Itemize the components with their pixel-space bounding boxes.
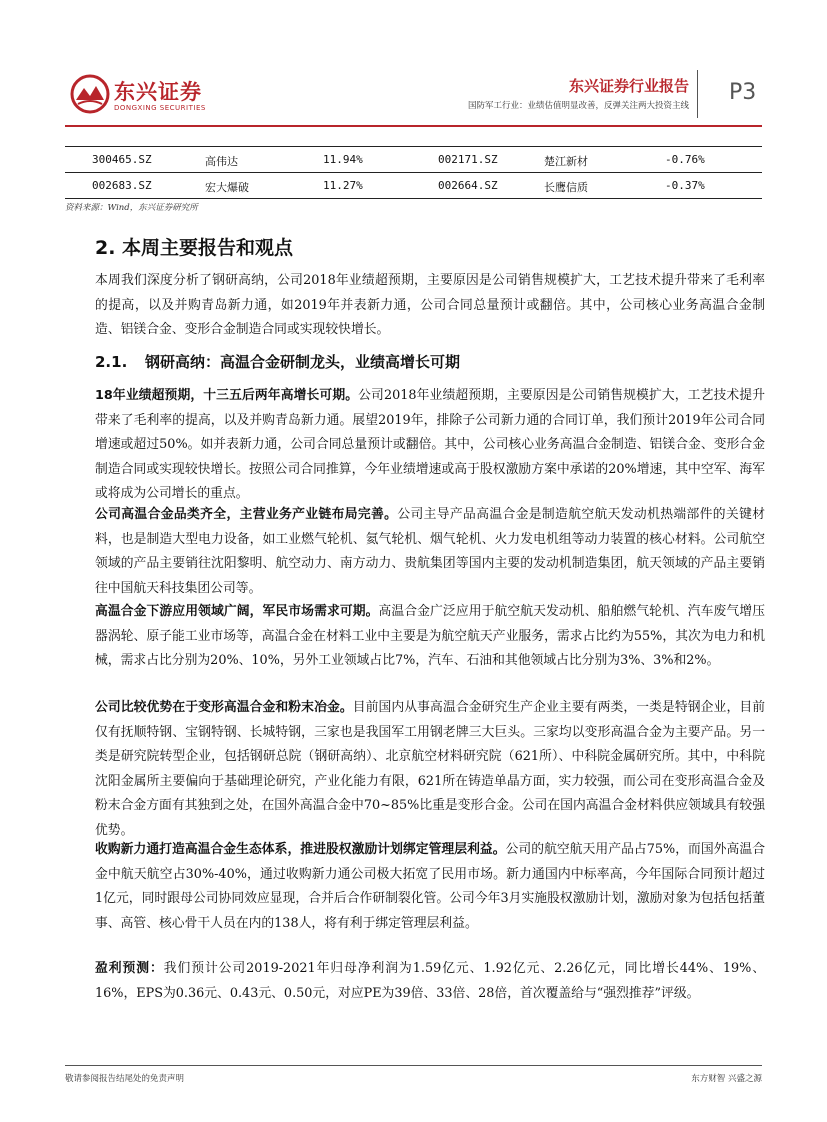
footer-rule: [65, 1065, 762, 1066]
stock-code: 002664.SZ: [438, 179, 498, 192]
stock-change: -0.76%: [665, 153, 705, 166]
paragraph-body: 高温合金广泛应用于航空航天发动机、船舶燃气轮机、汽车废气增压器涡轮、原子能工业市场等，高温合金在材料工业中主要是为航空航天产业服务，需求占比约为55%，其次为电力和机械，需求占比分别为20%、10%，另外工业领域占比7%，汽车、石油和其他领域占比分别为3%、3%和2%。: [95, 604, 766, 668]
table-row: [65, 173, 762, 199]
paragraph-lead: 公司比较优势在于变形高温合金和粉末冶金。: [95, 700, 353, 715]
paragraph: [95, 957, 765, 1006]
paragraph-lead: 18年业绩超预期，十三五后两年高增长可期。: [95, 388, 359, 403]
paragraph: [95, 838, 765, 936]
logo-emblem-icon: [70, 74, 110, 114]
paragraph-body: 公司2018年业绩超预期，主要原因是公司销售规模扩大，工艺技术提升带来了毛利率的提高，以及并购青岛新力通。展望2019年，排除子公司新力通的合同订单，我们预计2019年公司合同增速或超过50%。如并表新力通，公司合同总量预计或翻倍。其中，公司核心业务高温合金制造、铝镁合金、变形合金制造合同或实现较快增长。按照公司合同推算，今年业绩增速或高于股权激励方案中承诺的20%增速，其中空军、海军或将成为公司增长的重点。: [95, 388, 765, 501]
report-header-subtitle: 国防军工行业：业绩估值明显改善，反弹关注两大投资主线: [467, 101, 689, 111]
paragraph-lead: 高温合金下游应用领域广阔，军民市场需求可期。: [95, 604, 379, 619]
logo-text-en: DONGXING SECURITIES: [114, 104, 206, 112]
table-source: 资料来源：Wind，东兴证券研究所: [65, 203, 198, 213]
paragraph-body: 目前国内从事高温合金研究生产企业主要有两类，一类是特钢企业，目前仅有抚顺特钢、宝钢特钢、长城特钢，三家也是我国军工用钢老牌三大巨头。三家均以变形高温合金为主要产品。另一类是研究院转型企业，包括钢研总院（钢研高纳）、北京航空材料研究院（621所）、中科院金属研究所。其中，中科院沈阳金属所主要偏向于基础理论研究，产业化能力有限，621所在铸造单晶方面，实力较强，而公司在变形高温合金及粉末合金方面有其独到之处，在国外高温合金中70~85%比重是变形合金。公司在国内高温合金材料供应领域具有较强优势。: [95, 700, 766, 838]
stock-name: 宏大爆破: [205, 181, 249, 194]
header-divider: [697, 70, 698, 118]
paragraph: [95, 696, 765, 843]
stock-change: 11.94%: [323, 153, 363, 166]
stock-code: 002683.SZ: [92, 179, 152, 192]
stock-name: 长鹰信质: [544, 181, 588, 194]
paragraph-lead: 盈利预测：: [95, 961, 164, 976]
stock-name: 楚江新材: [544, 155, 588, 168]
paragraph-body: 公司主导产品高温合金是制造航空航天发动机热端部件的关键材料，也是制造大型电力设备，如工业燃气轮机、氦气轮机、烟气轮机、火力发电机组等动力装置的核心材料。公司航空领域的产品主要销往沈阳黎明、航空动力、南方动力、贵航集团等国内主要的发动机制造集团，航天领域的产品主要销往中国航天科技集团公司等。: [95, 507, 766, 596]
stock-change: 11.27%: [323, 179, 363, 192]
paragraph-lead: 公司高温合金品类齐全，主营业务产业链布局完善。: [95, 507, 398, 522]
stock-change: -0.37%: [665, 179, 705, 192]
section-intro: 本周我们深度分析了钢研高纳，公司2018年业绩超预期，主要原因是公司销售规模扩大，工艺技术提升带来了毛利率的提高，以及并购青岛新力通，如2019年并表新力通，公司合同总量预计或翻倍。其中，公司核心业务高温合金制造、铝镁合金、变形合金制造合同或实现较快增长。: [95, 273, 765, 337]
paragraph: [95, 600, 765, 674]
paragraph: [95, 503, 765, 601]
page-number: P3: [729, 80, 757, 105]
company-logo: [70, 72, 206, 116]
logo-text-cn: 东兴证券: [114, 80, 202, 104]
footer-disclaimer: 敬请参阅报告结尾处的免责声明: [65, 1074, 185, 1084]
paragraph: [95, 384, 765, 507]
stock-name: 高伟达: [205, 155, 238, 168]
subsection-heading: 钢研高纳：高温合金研制龙头，业绩高增长可期: [145, 353, 461, 371]
stock-change-table: [65, 146, 762, 199]
report-header-title: 东兴证券行业报告: [568, 77, 689, 95]
paragraph-body: 我们预计公司2019-2021年归母净利润为1.59亿元、1.92亿元、2.26亿元，同比增长44%、19%、16%，EPS为0.36元、0.43元、0.50元，对应PE为39倍、33倍、28倍，首次覆盖给与“强烈推荐”评级。: [95, 961, 766, 1001]
paragraph-body: 公司的航空航天用产品占75%，而国外高温合金中航天航空占30%-40%，通过收购新力通公司极大拓宽了民用市场。新力通国内中标率高，今年国际合同预计超过1亿元，同时跟母公司协同效应显现，合并后合作研制裂化管。公司今年3月实施股权激励计划，激励对象为包括包括董事、高管、核心骨干人员在内的138人，将有利于绑定管理层利益。: [95, 842, 765, 931]
subsection-number: 2.1.: [95, 353, 128, 371]
section-title: 2. 本周主要报告和观点: [95, 237, 294, 259]
subsection-title: [95, 351, 460, 372]
table-row: [65, 146, 762, 173]
paragraph-lead: 收购新力通打造高温合金生态体系，推进股权激励计划绑定管理层利益。: [95, 842, 506, 857]
footer-slogan: 东方财智 兴盛之源: [691, 1074, 762, 1084]
stock-code: 300465.SZ: [92, 153, 152, 166]
stock-code: 002171.SZ: [438, 153, 498, 166]
header-rule: [65, 125, 762, 127]
